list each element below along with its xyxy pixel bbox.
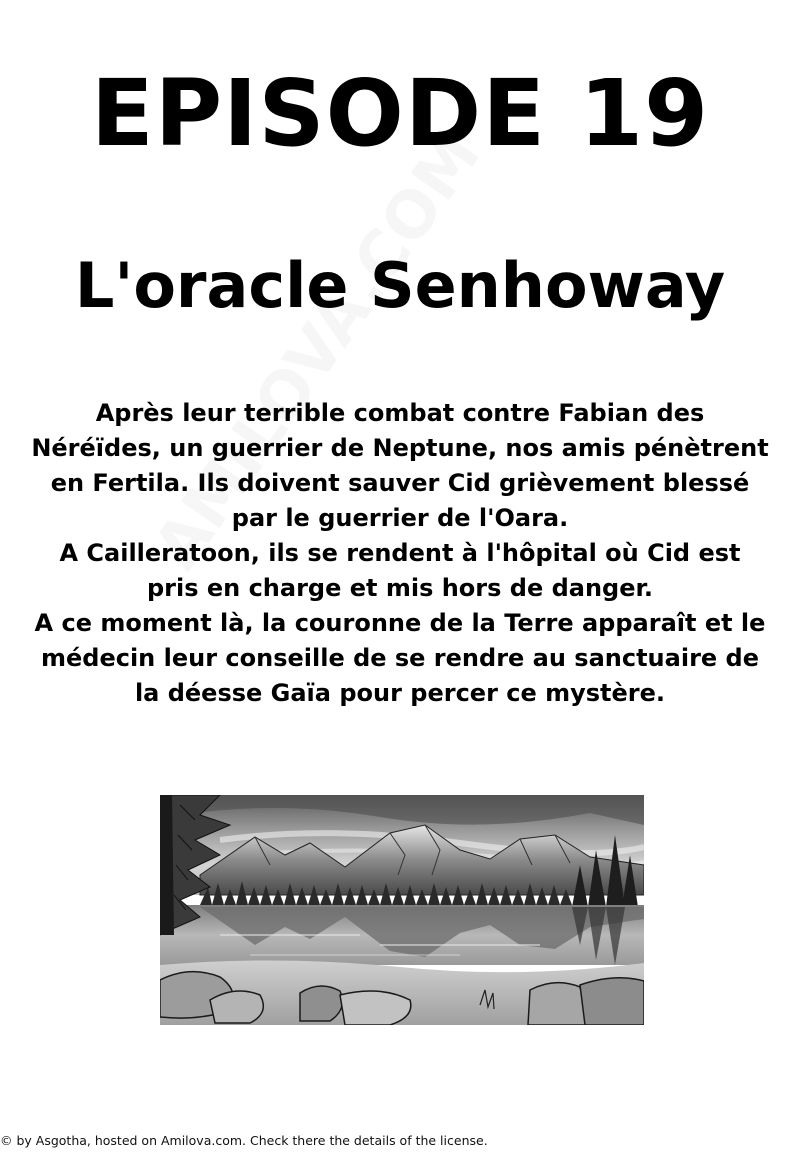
summary-paragraph: Après leur terrible combat contre Fabian des Néréïdes, un guerrier de Neptune, nos amis pénètrent en Fertila. Ils doivent sauver Cid grièvement blessé par le guerrier de l'Oara. — [31, 399, 769, 532]
episode-subtitle: L'oracle Senhoway — [74, 249, 726, 322]
summary-paragraph: A ce moment là, la couronne de la Terre apparaît et le médecin leur conseille de se rendre au sanctuaire de la déesse Gaïa pour percer ce mystère. — [34, 609, 766, 707]
episode-summary — [30, 396, 770, 711]
lake — [160, 905, 644, 965]
episode-title: EPISODE 19 — [90, 60, 710, 167]
shore-rocks — [160, 960, 644, 1025]
license-credit: © by Asgotha, hosted on Amilova.com. Check there the details of the license. — [0, 1133, 488, 1148]
summary-paragraph: A Cailleratoon, ils se rendent à l'hôpital où Cid est pris en charge et mis hors de danger. — [59, 539, 741, 602]
lake-mountain-illustration — [160, 795, 644, 1025]
